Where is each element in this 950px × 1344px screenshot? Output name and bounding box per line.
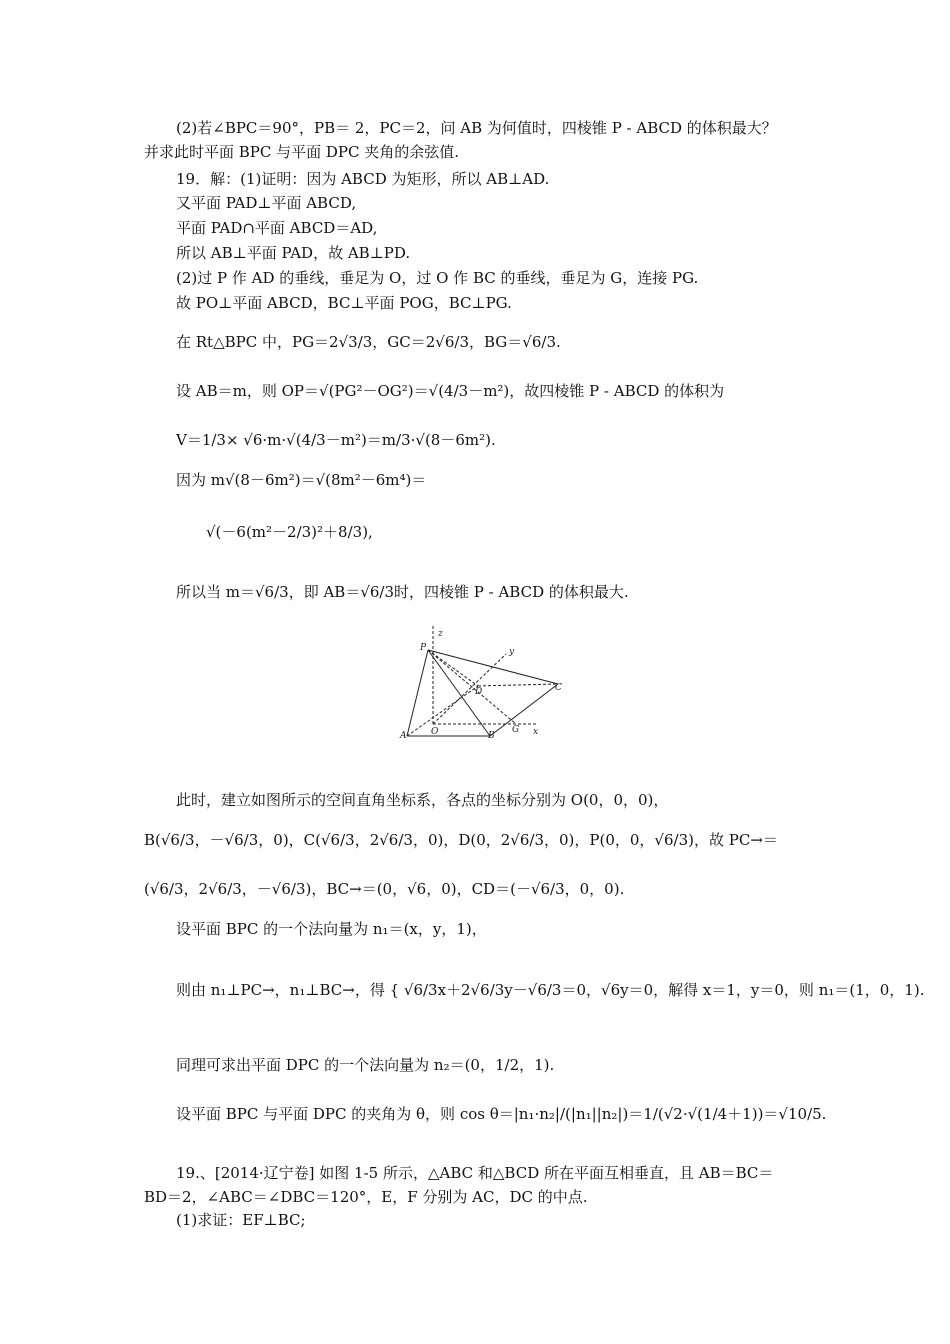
text-line-3: 19．解：(1)证明：因为 ABCD 为矩形，所以 AB⊥AD.	[176, 170, 550, 188]
label-p: P	[420, 643, 427, 653]
text-line-19: 则由 n₁⊥PC→，n₁⊥BC→，得 { √6/3x＋2√6/3y－√6/3＝0，√6y＝0，解得 x＝1，y＝0，则 n₁＝(1，0，1).	[176, 981, 925, 999]
text-line-10: 设 AB＝m，则 OP＝√(PG²－OG²)＝√(4/3－m²)，故四棱锥 P - ABCD 的体积为	[176, 382, 725, 400]
text-line-2: 并求此时平面 BPC 与平面 DPC 夹角的余弦值.	[144, 143, 460, 161]
text-line-16: B(√6/3，－√6/3，0)，C(√6/3，2√6/3，0)，D(0，2√6/3，0)，P(0，0，√6/3)，故 PC→＝	[144, 831, 778, 849]
text-line-15: 此时，建立如图所示的空间直角坐标系，各点的坐标分别为 O(0，0，0)，	[176, 791, 669, 809]
edge-pd	[428, 650, 478, 686]
edge-dc	[478, 684, 558, 686]
label-a: A	[400, 731, 407, 741]
label-x: x	[533, 727, 539, 737]
text-line-24: (1)求证：EF⊥BC;	[176, 1211, 306, 1229]
label-c: C	[555, 683, 562, 693]
label-g: G	[512, 725, 520, 735]
text-line-9: 在 Rt△BPC 中，PG＝2√3/3，GC＝2√6/3，BG＝√6/3.	[176, 333, 561, 351]
text-line-14: 所以当 m＝√6/3，即 AB＝√6/3时，四棱锥 P - ABCD 的体积最大.	[176, 583, 629, 601]
text-line-20: 同理可求出平面 DPC 的一个法向量为 n₂＝(0，1/2，1).	[176, 1056, 555, 1074]
text-line-4: 又平面 PAD⊥平面 ABCD,	[176, 194, 357, 212]
text-line-11: V＝1/3× √6·m·√(4/3－m²)＝m/3·√(8－6m²).	[176, 431, 496, 449]
text-line-13: √(－6(m²－2/3)²＋8/3),	[206, 523, 373, 541]
label-b: B	[488, 731, 495, 741]
text-line-22: 19.、[2014·辽宁卷] 如图 1-5 所示，△ABC 和△BCD 所在平面互相垂直，且 AB＝BC＝	[176, 1164, 774, 1182]
text-line-21: 设平面 BPC 与平面 DPC 的夹角为 θ，则 cos θ＝|n₁·n₂|/(|n₁||n₂|)＝1/(√2·√(1/4＋1))＝√10/5.	[176, 1105, 827, 1123]
text-line-6: 所以 AB⊥平面 PAD，故 AB⊥PD.	[176, 244, 411, 262]
text-line-17: (√6/3，2√6/3，－√6/3)，BC→＝(0，√6，0)，CD＝(－√6/3，0，0).	[144, 880, 625, 898]
text-line-5: 平面 PAD∩平面 ABCD＝AD,	[176, 219, 378, 237]
label-d: D	[475, 687, 483, 697]
label-o: O	[431, 727, 439, 737]
text-line-1: (2)若∠BPC＝90°，PB＝ 2，PC＝2，问 AB 为何值时，四棱锥 P - ABCD 的体积最大？	[176, 119, 777, 137]
label-z: z	[438, 629, 443, 639]
text-line-12: 因为 m√(8－6m²)＝√(8m²－6m⁴)＝	[176, 471, 427, 489]
label-y: y	[509, 647, 515, 657]
text-line-7: (2)过 P 作 AD 的垂线，垂足为 O，过 O 作 BC 的垂线，垂足为 G，连接 PG.	[176, 269, 699, 287]
edge-bc	[490, 684, 558, 736]
y-axis	[433, 654, 506, 724]
text-line-23: BD＝2，∠ABC＝∠DBC＝120°，E，F 分别为 AC，DC 的中点.	[144, 1188, 588, 1206]
text-line-18: 设平面 BPC 的一个法向量为 n₁＝(x，y，1)，	[176, 920, 487, 938]
coordinate-figure	[398, 624, 562, 741]
text-line-8: 故 PO⊥平面 ABCD，BC⊥平面 POG，BC⊥PG.	[176, 294, 512, 312]
